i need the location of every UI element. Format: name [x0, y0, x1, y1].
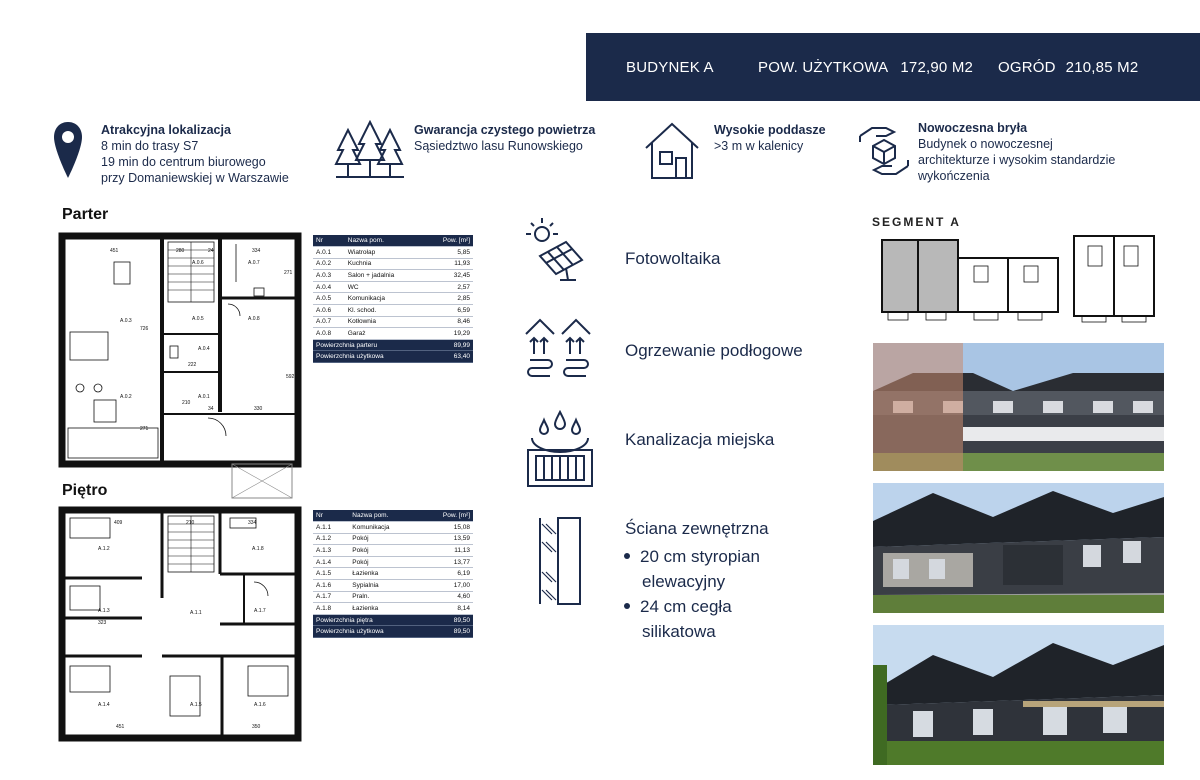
- plan-dimension: 726: [140, 326, 149, 332]
- plan-dimension: 34: [208, 406, 214, 412]
- amenity-sewer-label: Kanalizacja miejska: [625, 430, 775, 449]
- feature-title: Atrakcyjna lokalizacja: [101, 123, 231, 137]
- room-number: A.1.8: [313, 603, 349, 615]
- feature-air: [414, 122, 595, 154]
- summary-row: [313, 351, 473, 363]
- feature-line: Sąsiedztwo lasu Runowskiego: [414, 139, 583, 153]
- wall-bullet-list: [622, 544, 760, 644]
- room-label: A.0.2: [120, 394, 132, 400]
- feature-title: Gwarancja czystego powietrza: [414, 123, 596, 137]
- room-label: A.0.6: [192, 260, 204, 266]
- garden-area-label: OGRÓD: [998, 58, 1056, 76]
- room-name: Garaż: [345, 328, 424, 340]
- table-row: [313, 603, 473, 615]
- feature-line: >3 m w kalenicy: [714, 139, 804, 153]
- ground-floor-heading: Parter: [62, 206, 109, 223]
- feature-design: [918, 120, 1115, 184]
- room-number: A.0.6: [313, 305, 345, 317]
- hands-cube-icon: [856, 120, 912, 182]
- table-row: [313, 247, 473, 259]
- table-row: [313, 568, 473, 580]
- summary-label: Powierzchnia parteru: [313, 339, 423, 351]
- table-row: [313, 270, 473, 282]
- drain-icon: [524, 410, 596, 488]
- floor-heating-icon: [522, 316, 594, 382]
- plan-dimension: 334: [248, 520, 257, 526]
- plan-dimension: 592: [286, 374, 295, 380]
- room-name: Łazienka: [349, 603, 423, 615]
- room-number: A.1.4: [313, 556, 349, 568]
- room-number: A.0.8: [313, 328, 345, 340]
- room-label: A.0.3: [120, 318, 132, 324]
- room-label: A.1.8: [252, 546, 264, 552]
- room-name: Łazienka: [349, 568, 423, 580]
- room-label: A.1.2: [98, 546, 110, 552]
- table-header: Nr: [313, 510, 349, 522]
- room-number: A.0.1: [313, 247, 345, 259]
- table-row: [313, 545, 473, 557]
- room-label: A.0.7: [248, 260, 260, 266]
- room-area: 8,46: [423, 316, 473, 328]
- render-front-view: [873, 483, 1164, 613]
- room-area: 6,59: [423, 305, 473, 317]
- room-number: A.0.4: [313, 281, 345, 293]
- summary-row: [313, 339, 473, 351]
- room-area: 13,59: [423, 533, 473, 545]
- room-number: A.1.1: [313, 522, 349, 534]
- segment-title: SEGMENT A: [872, 215, 961, 229]
- bullet-text: 24 cm cegła: [640, 597, 732, 616]
- amenity-pv-label: Fotowoltaika: [625, 249, 721, 268]
- garden-area-value: 210,85 M2: [1065, 58, 1139, 76]
- table-row: [313, 522, 473, 534]
- summary-row: [313, 626, 473, 638]
- summary-label: Powierzchnia użytkowa: [313, 351, 423, 363]
- bullet-text: 20 cm styropian: [640, 547, 760, 566]
- room-name: Sypialnia: [349, 580, 423, 592]
- plan-dimension: 210: [186, 520, 195, 526]
- table-header: Pow. [m²]: [423, 235, 473, 247]
- amenity-wall-label: Ściana zewnętrzna: [625, 519, 769, 538]
- garden-area: [998, 59, 1138, 76]
- plan-dimension: 350: [252, 724, 261, 730]
- room-number: A.0.5: [313, 293, 345, 305]
- plan-dimension: 271: [140, 426, 149, 432]
- plan-dimension: 451: [116, 724, 125, 730]
- room-name: WC: [345, 281, 424, 293]
- room-number: A.1.7: [313, 591, 349, 603]
- summary-value: 89,99: [423, 339, 473, 351]
- wall-bullet-continuation: [622, 619, 760, 644]
- room-number: A.1.5: [313, 568, 349, 580]
- plan-dimension: 451: [110, 248, 119, 254]
- room-name: Kotłownia: [345, 316, 424, 328]
- room-name: Pokój: [349, 533, 423, 545]
- room-area: 6,19: [423, 568, 473, 580]
- room-label: A.1.6: [254, 702, 266, 708]
- room-area: 13,77: [423, 556, 473, 568]
- table-row: [313, 293, 473, 305]
- header-banner: [586, 33, 1200, 101]
- room-number: A.1.3: [313, 545, 349, 557]
- summary-value: 89,50: [423, 626, 473, 638]
- table-row: [313, 533, 473, 545]
- plan-dimension: 210: [182, 400, 191, 406]
- room-area: 32,45: [423, 270, 473, 282]
- room-name: Komunikacja: [345, 293, 424, 305]
- room-number: A.1.2: [313, 533, 349, 545]
- room-area: 2,85: [423, 293, 473, 305]
- render-garden-view: [873, 625, 1164, 765]
- plan-dimension: 334: [252, 248, 261, 254]
- table-row: [313, 580, 473, 592]
- room-area: 17,00: [423, 580, 473, 592]
- room-label: A.1.3: [98, 608, 110, 614]
- room-label: A.1.5: [190, 702, 202, 708]
- room-name: Kl. schod.: [345, 305, 424, 317]
- feature-line: architekturze i wysokim standardzie: [918, 153, 1116, 167]
- room-name: Komunikacja: [349, 522, 423, 534]
- table-header: Nazwa pom.: [349, 510, 423, 522]
- plan-dimension: 323: [98, 620, 107, 626]
- room-name: Pokój: [349, 556, 423, 568]
- plan-dimension: 409: [114, 520, 123, 526]
- room-name: Praln.: [349, 591, 423, 603]
- ground-floor-plan: [58, 232, 304, 500]
- room-area: 11,93: [423, 258, 473, 270]
- room-label: A.0.8: [248, 316, 260, 322]
- room-label: A.1.1: [190, 610, 202, 616]
- table-row: [313, 281, 473, 293]
- summary-row: [313, 614, 473, 626]
- room-area: 19,29: [423, 328, 473, 340]
- first-floor-plan: [58, 506, 304, 746]
- building-name: BUDYNEK A: [626, 58, 714, 76]
- room-name: Pokój: [349, 545, 423, 557]
- room-label: A.0.5: [192, 316, 204, 322]
- table-header: Nazwa pom.: [345, 235, 424, 247]
- plan-dimension: 271: [284, 270, 293, 276]
- feature-attic: [714, 122, 826, 154]
- first-floor-heading: Piętro: [62, 482, 108, 499]
- room-number: A.1.6: [313, 580, 349, 592]
- plan-dimension: 280: [176, 248, 185, 254]
- summary-value: 63,40: [423, 351, 473, 363]
- render-elevation-highlight: [873, 343, 1164, 471]
- segment-site-plan: [878, 232, 1168, 326]
- table-row: [313, 591, 473, 603]
- room-number: A.0.7: [313, 316, 345, 328]
- table-row: [313, 305, 473, 317]
- solar-panel-icon: [522, 216, 588, 282]
- feature-location: [101, 122, 289, 186]
- room-area: 2,57: [423, 281, 473, 293]
- room-label: A.0.4: [198, 346, 210, 352]
- summary-label: Powierzchnia użytkowa: [313, 626, 423, 638]
- plan-dimension: 330: [254, 406, 263, 412]
- wall-bullet-continuation: [622, 569, 760, 594]
- feature-line: 8 min do trasy S7: [101, 139, 199, 153]
- wall-bullet-item: [622, 594, 760, 619]
- room-name: Salon + jadalnia: [345, 270, 424, 282]
- room-area: 4,60: [423, 591, 473, 603]
- feature-line: przy Domaniewskiej w Warszawie: [101, 171, 289, 185]
- table-row: [313, 258, 473, 270]
- plan-dimension: 222: [188, 362, 197, 368]
- forest-icon: [334, 120, 406, 182]
- room-area: 8,14: [423, 603, 473, 615]
- bullet-text: elewacyjny: [642, 572, 726, 591]
- first-floor-room-table: [313, 510, 473, 638]
- usable-area-value: 172,90 M2: [900, 58, 974, 76]
- wall-bullet-item: [622, 544, 760, 569]
- room-name: Wiatrołap: [345, 247, 424, 259]
- summary-label: Powierzchnia piętra: [313, 614, 423, 626]
- plan-dimension: 24: [208, 248, 214, 254]
- room-label: A.0.1: [198, 394, 210, 400]
- bullet-text: silikatowa: [642, 622, 716, 641]
- feature-line: Budynek o nowoczesnej: [918, 137, 1053, 151]
- feature-line: wykończenia: [918, 169, 990, 183]
- table-header: Pow. [m²]: [423, 510, 473, 522]
- summary-value: 89,50: [423, 614, 473, 626]
- table-row: [313, 316, 473, 328]
- feature-title: Wysokie poddasze: [714, 123, 826, 137]
- room-area: 11,13: [423, 545, 473, 557]
- room-number: A.0.3: [313, 270, 345, 282]
- room-area: 15,08: [423, 522, 473, 534]
- house-attic-icon: [642, 120, 702, 182]
- ground-floor-room-table: [313, 235, 473, 363]
- room-label: A.1.4: [98, 702, 110, 708]
- feature-title: Nowoczesna bryła: [918, 121, 1028, 135]
- room-area: 5,85: [423, 247, 473, 259]
- wall-section-icon: [536, 516, 584, 606]
- table-row: [313, 328, 473, 340]
- room-label: A.1.7: [254, 608, 266, 614]
- usable-area: [758, 59, 973, 76]
- feature-line: 19 min do centrum biurowego: [101, 155, 266, 169]
- amenity-heating-label: Ogrzewanie podłogowe: [625, 341, 803, 360]
- table-row: [313, 556, 473, 568]
- room-name: Kuchnia: [345, 258, 424, 270]
- location-pin-icon: [52, 120, 84, 182]
- usable-area-label: POW. UŻYTKOWA: [758, 58, 889, 76]
- table-header: Nr: [313, 235, 345, 247]
- room-number: A.0.2: [313, 258, 345, 270]
